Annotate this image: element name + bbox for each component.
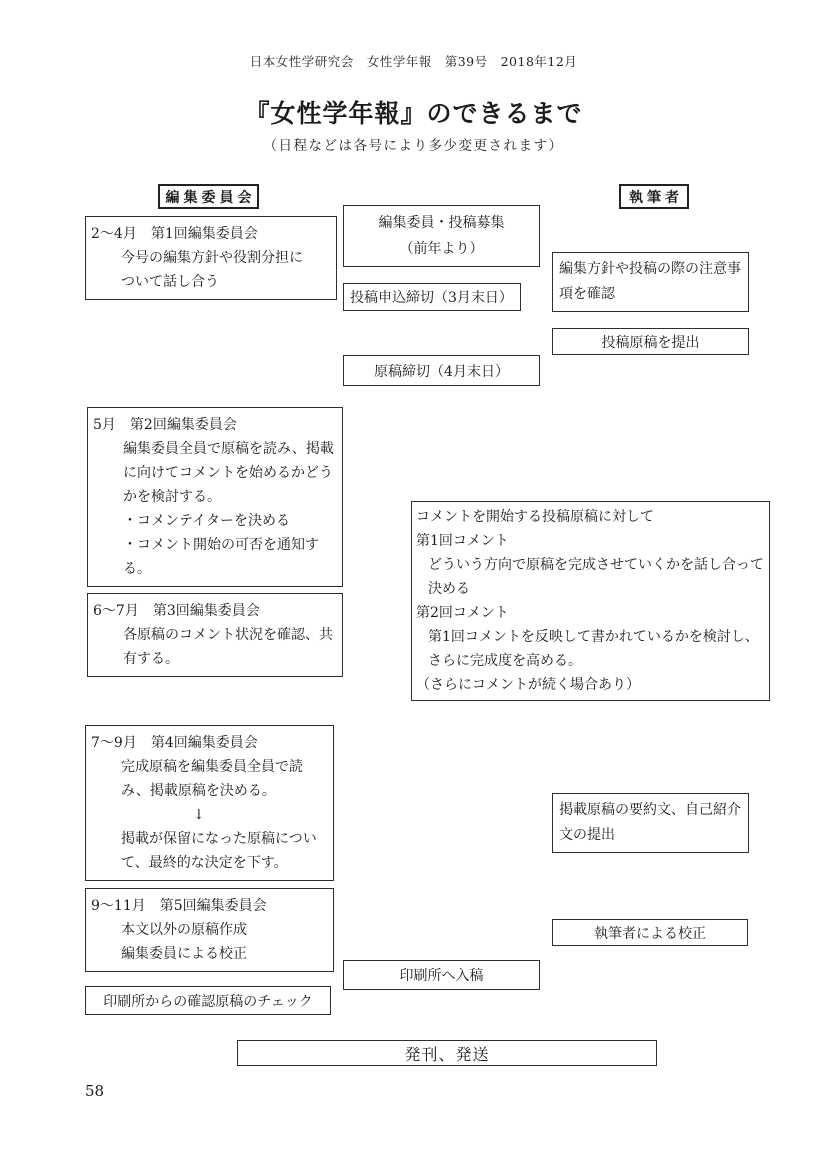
box-summary-submission (552, 793, 749, 853)
box-line: 投稿申込締切（3月末日） (350, 290, 513, 306)
box-line: 文の提出 (559, 827, 615, 843)
box-line: ついて話し合う (121, 274, 219, 290)
box-line: 編集委員・投稿募集 (378, 215, 505, 231)
box-line: 今号の編集方針や役割分担に (121, 250, 303, 266)
box-line: 2～4月 第1回編集委員会 (91, 226, 258, 242)
box-line: かを検討する。 (123, 489, 221, 505)
box-line: さらに完成度を高める。 (428, 653, 582, 669)
page-title: 『女性学年報』のできるまで (244, 99, 583, 128)
box-author-proofreading (552, 919, 748, 946)
box-line: （前年より） (399, 241, 484, 257)
box-line: 決める (428, 581, 470, 597)
box-application-deadline (343, 283, 521, 311)
page-subtitle: （日程などは各号により多少変更されます） (263, 138, 564, 154)
box-line: 第2回コメント (416, 605, 509, 621)
box-comment-process (411, 501, 770, 701)
box-line: 第1回コメントを反映して書かれているかを検討し、 (428, 629, 759, 645)
box-line: 発刊、発送 (404, 1044, 490, 1064)
box-line: 9～11月 第5回編集委員会 (91, 898, 267, 914)
box-line: 各原稿のコメント状況を確認、共 (123, 627, 333, 643)
box-policy-check (552, 252, 749, 312)
page-number: 58 (85, 1082, 105, 1100)
box-fourth-meeting (85, 725, 334, 881)
journal-header: 日本女性学研究会 女性学年報 第39号 2018年12月 (249, 54, 578, 69)
box-line: 原稿締切（4月末日） (374, 363, 509, 380)
box-line: どういう方向で原稿を完成させていくかを話し合って (428, 557, 764, 573)
box-first-meeting (85, 216, 337, 300)
box-line: 執筆者による校正 (594, 925, 706, 942)
box-manuscript-deadline (343, 355, 540, 386)
box-line: 6～7月 第3回編集委員会 (93, 603, 260, 619)
box-printer-submission (343, 960, 540, 990)
box-submit-manuscript (552, 328, 749, 355)
box-line: 掲載原稿の要約文、自己紹介 (559, 802, 741, 818)
box-line: 項を確認 (559, 286, 615, 302)
box-line: ・コメント開始の可否を通知す (123, 537, 319, 553)
box-line: る。 (123, 561, 151, 577)
box-line: て、最終的な決定を下す。 (121, 855, 288, 871)
box-line: 印刷所からの確認原稿のチェック (103, 993, 313, 1010)
box-publication (237, 1040, 657, 1066)
box-line: 投稿原稿を提出 (601, 334, 700, 351)
box-line: に向けてコメントを始めるかどう (123, 465, 333, 481)
box-line: 編集方針や投稿の際の注意事 (559, 261, 741, 277)
box-line: 印刷所へ入稿 (399, 968, 484, 984)
box-printer-check (85, 986, 331, 1015)
box-line: コメントを開始する投稿原稿に対して (416, 509, 654, 525)
down-arrow-icon: ↓ (193, 807, 205, 823)
box-line: 有する。 (123, 651, 179, 667)
box-third-meeting (87, 593, 343, 677)
box-fifth-meeting (85, 888, 334, 972)
box-line: 本文以外の原稿作成 (121, 922, 247, 938)
box-line: 第1回コメント (416, 533, 509, 549)
box-line: 編集委員全員で原稿を読み、掲載 (123, 441, 334, 457)
box-line: 編集委員による校正 (121, 946, 247, 962)
box-line: （さらにコメントが続く場合あり） (416, 677, 640, 693)
box-line: 7～9月 第4回編集委員会 (91, 735, 258, 751)
box-line: ・コメンテイターを決める (123, 513, 291, 529)
box-line: 5月 第2回編集委員会 (93, 417, 237, 433)
label-editorial-committee: 編集委員会 (158, 184, 259, 209)
box-recruitment (343, 205, 540, 267)
box-line: 完成原稿を編集委員全員で読 (121, 759, 303, 775)
label-authors: 執筆者 (619, 184, 689, 209)
box-line: み、掲載原稿を決める。 (121, 783, 276, 799)
box-line: 掲載が保留になった原稿につい (121, 831, 317, 847)
box-second-meeting (87, 407, 343, 587)
